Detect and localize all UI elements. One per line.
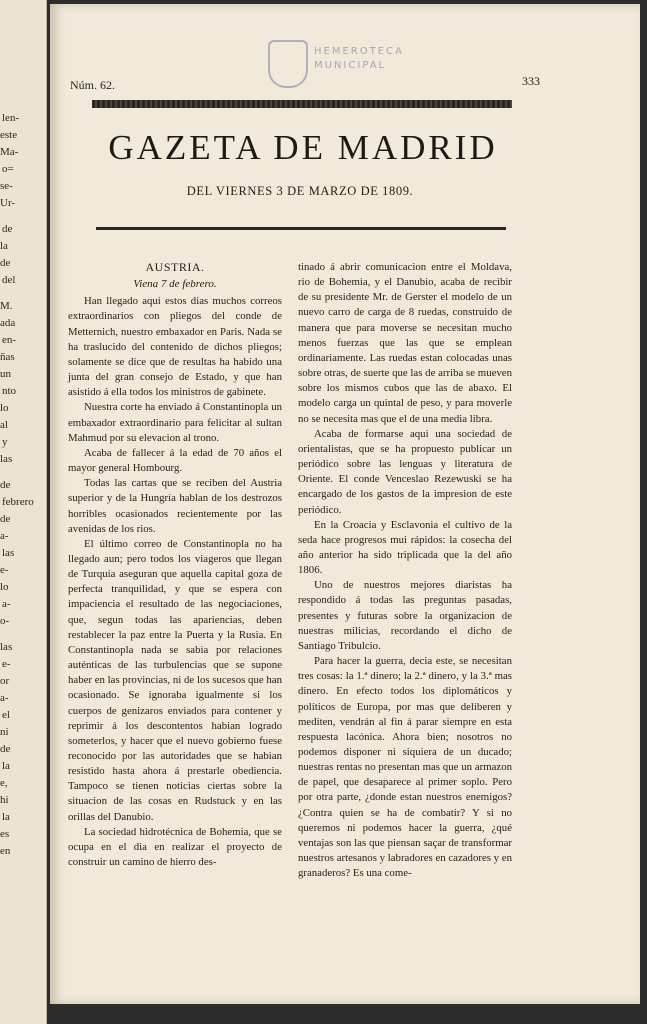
- margin-fragment: de: [0, 743, 11, 755]
- margin-fragment: M.: [0, 300, 13, 312]
- decorative-rule-top: [92, 100, 512, 108]
- article-dateline: Viena 7 de febrero.: [133, 278, 217, 291]
- paragraph: Para hacer la guerra, decia este, se necesitan tres cosas: la 1.ª dinero; la 2.ª dinero, y la 3.ª mas dinero. En efecto todos los diplomáticos y políticos de Europa, por mas que deliberen y mediten, vendrán al fin á parar siempre en esta respuesta lacónica. Ahora bien; nosotros no podemos disponer ni siquiera de un ducado; nuestras rentas no presentan mas que un armazon de papel, que desaparece al primer soplo. Pero por otra parte, ¿donde estan nuestros enemigos? ¿Contra quien se ha de combatir? Y si no queremos ni podemos hacer la guerra, ¿qué ventajas son las que piensan saçar de transformar nuestros artesanos y labradores en cazadores y en granaderos? Es una come-: [298, 655, 512, 880]
- right-column: [298, 260, 512, 881]
- paragraph: Acaba de fallecer á la edad de 70 años el mayor general Hombourg.: [68, 446, 282, 475]
- margin-fragment: ada: [0, 317, 16, 329]
- header-divider: [96, 227, 506, 230]
- margin-fragment: Ur-: [0, 197, 16, 209]
- margin-fragment: es: [0, 828, 10, 840]
- paragraph: Han llegado aqui estos dias muchos correos extraordinarios con pliegos del conde de Metternich, nuestro embaxador en Paris. Nada se ha traslucido del contenido de dichos pliegos; solamente se dice que de resultas ha habido una junta del gran consejo de Estado, y que han asistido á ella todos los ministros de gabinete.: [68, 295, 282, 399]
- margin-fragment: o=: [2, 163, 14, 175]
- paragraph: tinado á abrir comunicacion entre el Moldava, rio de Bohemia, y el Danubio, acaba de recibir de su presidente Mr. de Gerster el modelo de un nuevo carro de carga de 8 ruedas, construido de manera que para moverse se necesitan mucho menos fuerzas que las que se emplean ordinariamente. Las ruedas estan colocadas unas sobre otras, de suerte que las de arriba se mueven sobre los mismos cubos que las de abaxo. El modelo carga un quintal de peso, y para moverle no se necesita mas que el de una media libra.: [298, 261, 512, 425]
- stamp-line-2: MUNICIPAL: [314, 60, 387, 71]
- paragraph: La sociedad hidrotécnica de Bohemia, que se ocupa en el dia en realizar el proyecto de construir un camino de hierro des-: [68, 825, 282, 869]
- margin-fragment: e,: [0, 777, 8, 789]
- margin-fragment: al: [0, 419, 8, 431]
- margin-fragment: este: [0, 129, 18, 141]
- margin-fragment: del: [2, 274, 16, 286]
- margin-fragment: febrero: [2, 496, 34, 508]
- margin-fragment: la: [0, 240, 8, 252]
- issue-dateline: DEL VIERNES 3 DE MARZO DE 1809.: [186, 184, 414, 198]
- paragraph: Acaba de formarse aqui una sociedad de orientalistas, que se ha propuesto publicar un periódico sobre las lenguas y literatura de Oriente. El conde Venceslao Rezewuski se ha encargado de los gastos de la impresion de este periódico.: [298, 427, 512, 516]
- margin-fragment: Ma-: [0, 146, 19, 158]
- issue-number: Núm. 62.: [70, 78, 115, 92]
- margin-fragment: de: [0, 257, 11, 269]
- margin-fragment: de: [0, 513, 11, 525]
- margin-fragment: las: [0, 453, 13, 465]
- margin-fragment: las: [2, 547, 15, 559]
- margin-fragment: lo: [0, 402, 9, 414]
- margin-fragment: de: [2, 223, 13, 235]
- paragraph: Uno de nuestros mejores diaristas ha respondido á todas las preguntas pasadas, presentes y futuras sobre la organizacion de nuestras milicias, recordando el dicho de Santiago Tribulcio.: [298, 579, 512, 652]
- paragraph: En la Croacia y Esclavonia el cultivo de la seda hace progresos mui rápidos: la cosecha del año anterior ha sido triplicada que la del año 1806.: [298, 518, 512, 577]
- stamp-line-1: HEMEROTECA: [314, 46, 404, 57]
- page-number: 333: [522, 74, 540, 88]
- margin-fragment: a-: [2, 598, 11, 610]
- masthead-title: GAZETA DE MADRID: [108, 128, 498, 167]
- newspaper-page: [50, 4, 640, 1004]
- margin-fragment: len-: [2, 112, 20, 124]
- left-column: [68, 256, 282, 870]
- margin-fragment: nto: [2, 385, 17, 397]
- margin-fragment: lo: [0, 581, 9, 593]
- margin-fragment: la: [2, 760, 10, 772]
- margin-fragment: en-: [2, 334, 17, 346]
- margin-fragment: las: [0, 641, 13, 653]
- margin-fragment: en: [0, 845, 11, 857]
- library-stamp: [268, 40, 468, 96]
- margin-fragment: hi: [0, 794, 9, 806]
- margin-fragment: la: [2, 811, 10, 823]
- margin-fragment: un: [0, 368, 11, 380]
- coat-of-arms-stamp-icon: [268, 40, 308, 88]
- section-heading: AUSTRIA.: [145, 260, 205, 274]
- margin-fragment: se-: [0, 180, 13, 192]
- paragraph: Nuestra corte ha enviado á Constantinopla un embaxador extraordinario para felicitar al sultan Mahmud por su elevacion al trono.: [68, 401, 282, 444]
- margin-fragment: el: [2, 709, 10, 721]
- margin-fragment: a-: [0, 692, 9, 704]
- margin-fragment: e-: [0, 564, 9, 576]
- margin-fragment: ni: [0, 726, 9, 738]
- margin-fragment: y: [2, 436, 8, 448]
- paragraph: Todas las cartas que se reciben del Austria superior y de la Hungría hablan de los destrozos horribles ocasionados recientemente por las avenidas de los rios.: [68, 477, 282, 535]
- margin-fragment: de: [0, 479, 11, 491]
- adjacent-page-margin: [0, 0, 47, 1024]
- margin-fragment: e-: [2, 658, 11, 670]
- margin-fragment: or: [0, 675, 10, 687]
- paragraph: El último correo de Constantinopla no ha llegado aun; pero todos los viageros que llegan de Turquía aseguran que aquella capital goza de perfecta tranquilidad, y que se espera con impaciencia el resultado de las negociaciones, que, segun todas las apariencias, deben restablecer la paz entre la Puerta y la Rusia. En Constantinopla nada se sabia por relaciones auténticas de las turbulencias que se supone haber en las provincias, ni de los sucesos que han ocasionado. Se ignoraba igualmente si los cuerpos de genizaros enviados para contener y reprimir á los descontentos habian logrado someterlos, y hacer que el nuevo gobierno fuese reconocido por las autoridades que se habian resistido hasta ahora á prestarle obediencia. Tampoco se tienen noticias ciertas sobre la situacion de las cosas en Rudstuck y en las orillas del Danubio.: [68, 537, 282, 823]
- margin-fragment: ñas: [0, 351, 15, 363]
- margin-fragment: a-: [0, 530, 9, 542]
- margin-fragment: o-: [0, 615, 10, 627]
